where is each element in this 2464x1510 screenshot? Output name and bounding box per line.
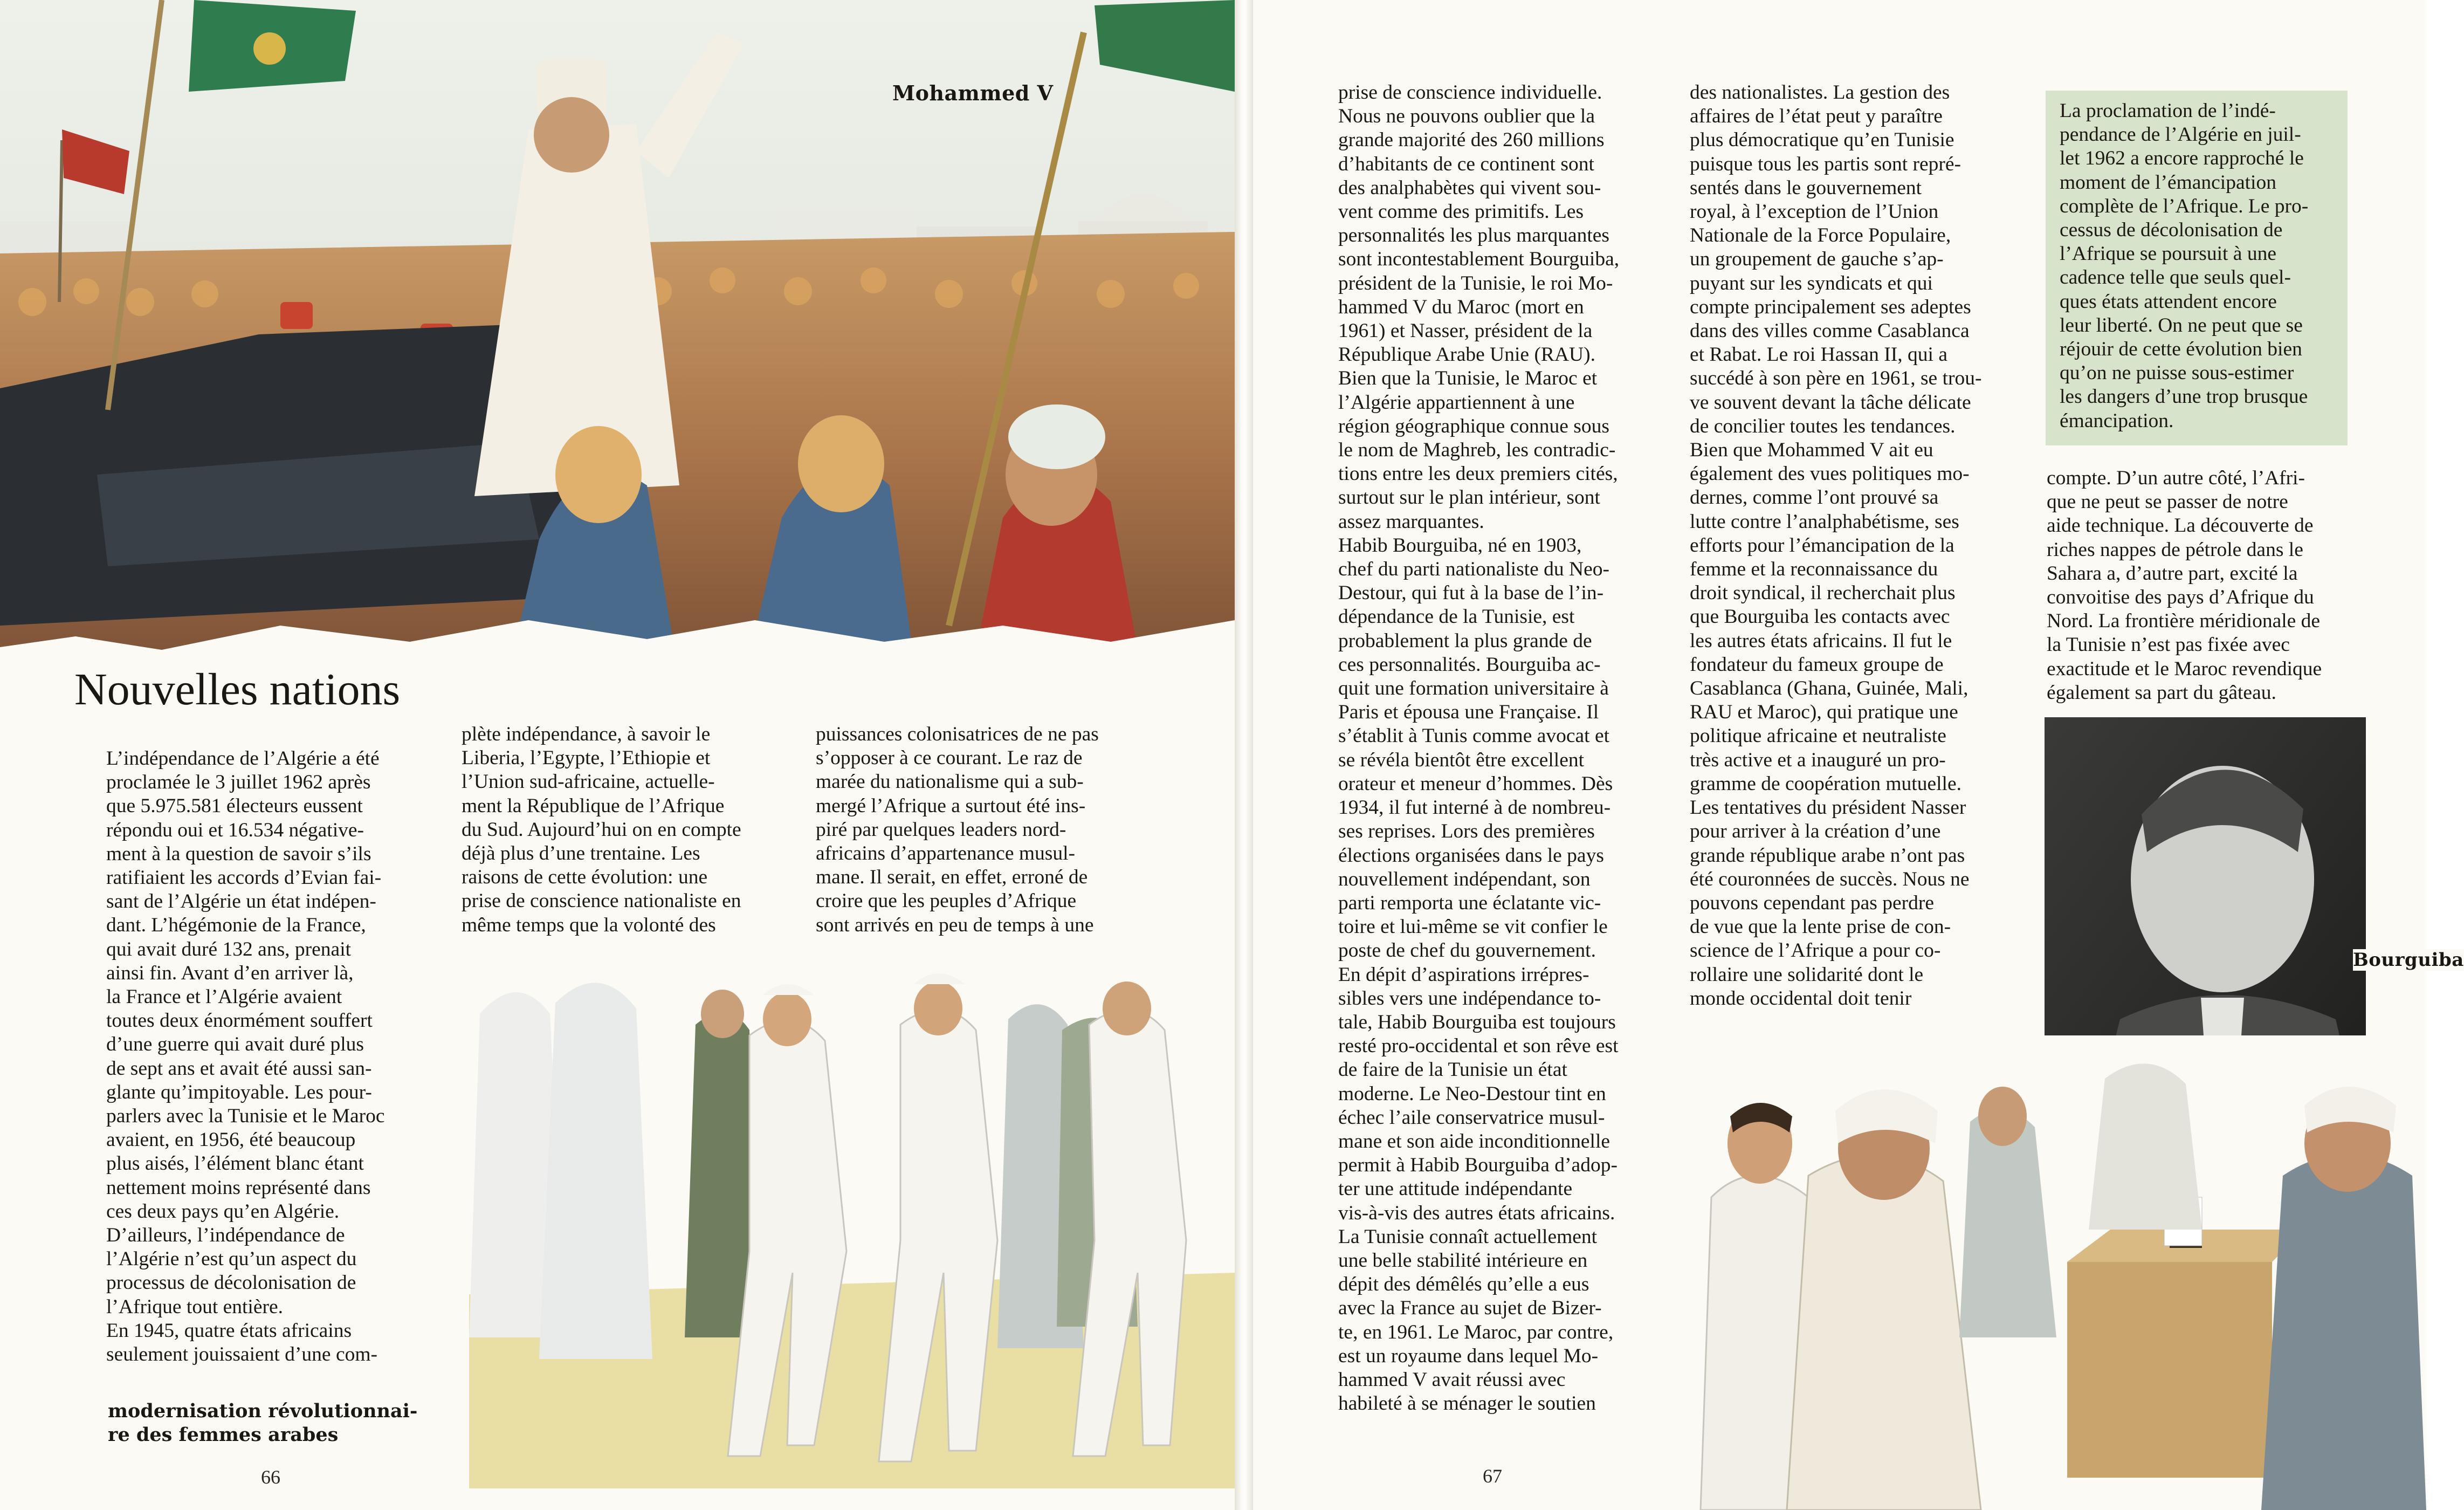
left-column-3: puissances colonisatrices de ne pas s’opposer à ce courant. Le raz de marée du nationalisme qui a sub- mergé l’Afrique a surtout été ins- piré par quelques leaders nord- africains d’appartenance musul- mane. Il serait, en effet, erroné de croire que les peuples d’Afrique sont arrivés en peu de temps à une (816, 723, 1099, 936)
left-column-2: plète indépendance, à savoir le Liberia, l’Egypte, l’Ethiopie et l’Union sud-africaine, actuelle- ment la République de l’Afrique du Sud. Aujourd’hui on en compte déjà plus d’une trentaine. Les raisons de cette évolution: une prise de conscience nationaliste en même temps que la volonté des (462, 723, 741, 936)
left-column-1: L’indépendance de l’Algérie a été proclamée le 3 juillet 1962 après que 5.975.581 électeurs eussent répondu oui et 16.534 négative- ment à la question de savoir s’ils ratifiaient les accords d’Evian fai- sant de l’Algérie un état indépen- dant. L’hégémonie de la France, qui avait duré 132 ans, prenait ainsi fin. Avant d’en arriver là, la France et l’Algérie avaient toutes deux énormément souffert d’une guerre qui avait duré plus de sept ans et avait été aussi san- glante qu’impitoyable. Les pour- parlers avec la Tunisie et le Maroc avaient, en 1956, été beaucoup plus aisés, l’élément blanc étant nettement moins représenté dans ces deux pays qu’en Algérie. D’ailleurs, l’indépendance de l’Algérie n’est qu’un aspect du processus de décolonisation de l’Afrique tout entière. En 1945, quatre états africains seulement jouissaient d’une com- (106, 747, 385, 1366)
article-title: Nouvelles nations (74, 664, 401, 715)
caption-women-modernisation: modernisation révolutionnai- re des femmes arabes (108, 1400, 418, 1446)
page-number-right: 67 (1483, 1465, 1502, 1487)
right-page (1253, 0, 2464, 1510)
right-column-1: prise de conscience individuelle. Nous ne pouvons oublier que la grande majorité des 260 millions d’habitants de ce continent sont des analphabètes qui vivent sou- vent comme des primitifs. Les personnalités les plus marquantes sont incontestablement Bourguiba, président de la Tunisie, le roi Mo- hammed V du Maroc (mort en 1961) et Nasser, président de la République Arabe Unie (RAU). Bien que la Tunisie, le Maroc et l’Algérie appartiennent à une région géographique connue sous le nom de Maghreb, les contradic- tions entre les deux premiers cités, surtout sur le plan intérieur, sont assez marquantes. Habib Bourguiba, né en 1903, chef du parti nationaliste du Neo- Destour, qui fut à la base de l’in- dépendance de la Tunisie, est probablement la plus grande de ces personnalités. Bourguiba ac- quit une formation universitaire à Paris et épousa une Française. Il s’établit à Tunis comme avocat et se révéla bientôt être excellent orateur et meneur d’hommes. Dès 1934, il fut interné à de nombreu- ses reprises. Lors des premières élections organisées dans le pays nouvellement indépendant, son parti remporta une éclatante vic- toire et lui-même se vit confier le poste de chef du gouvernement. En dépit d’aspirations irrépres- sibles vers une indépendance to- tale, Habib Bourguiba est toujours resté pro-occidental et son rêve est de faire de la Tunisie un état moderne. Le Neo-Destour tint en échec l’aile conservatrice musul- mane et son aide inconditionnelle permit à Habib Bourguiba d’adop- ter une attitude indépendante vis-à-vis des autres états africains. La Tunisie connaît actuellement une belle stabilité intérieure en dépit des démêlés qu’elle a eus avec la France au sujet de Bizer- te, en 1961. Le Maroc, par contre, est un royaume dans lequel Mo- hammed V avait réussi avec habileté à se ménager le soutien (1338, 81, 1620, 1415)
caption-mohammed-v: Mohammed V (892, 81, 1054, 105)
illustration-arab-women-marching (469, 949, 1235, 1488)
page-gutter (1235, 0, 1253, 1510)
right-column-3: compte. D’un autre côté, l’Afri- que ne peut se passer de notre aide technique. La découverte de riches nappes de pétrole dans le Sahara a, d’autre part, excité la convoitise des pays d’Afrique du Nord. La frontière méridionale de la Tunisie n’est pas fixée avec exactitude et le Maroc revendique également sa part du gâteau. (2047, 467, 2322, 704)
page-number-left: 66 (261, 1466, 280, 1488)
sidebar-box (2046, 91, 2348, 445)
caption-bourguiba: Bourguiba (2353, 949, 2464, 971)
right-column-2: des nationalistes. La gestion des affaires de l’état peut y paraître plus démocratique qu’en Tunisie puisque tous les partis sont repré- sentés dans le gouvernement royal, à l’exception de l’Union Nationale de la Force Populaire, un groupement de gauche s’ap- puyant sur les syndicats et qui compte principalement ses adeptes dans des villes comme Casablanca et Rabat. Le roi Hassan II, qui a succédé à son père en 1961, se trou- ve souvent devant la tâche délicate de concilier toutes les tendances. Bien que Mohammed V ait eu également des vues politiques mo- dernes, comme l’ont prouvé sa lutte contre l’analphabétisme, ses efforts pour l’émancipation de la femme et la reconnaissance du droit syndical, il recherchait plus que Bourguiba les contacts avec les autres états africains. Il fut le fondateur du fameux groupe de Casablanca (Ghana, Guinée, Mali, RAU et Maroc), qui pratique une politique africaine et neutraliste très active et a inauguré un pro- gramme de coopération mutuelle. Les tentatives du président Nasser pour arriver à la création d’une grande république arabe n’ont pas été couronnées de succès. Nous ne pouvons cependant pas perdre de vue que la lente prise de con- science de l’Afrique a pour co- rollaire une solidarité dont le monde occidental doit tenir (1690, 81, 1982, 1010)
illustration-voting-scene (1701, 1035, 2426, 1510)
sidebar-text: La proclamation de l’indé- pendance de l’Algérie en juil- let 1962 a encore rapproché le moment de l’émancipation complète de l’Afrique. Le pro- cessus de décolonisation de l’Afrique se poursuit à une cadence telle que seuls quel- ques états attendent encore leur liberté. On ne peut que se réjouir de cette évolution bien qu’on ne puisse sous-estimer les dangers d’une trop brusque émancipation. (2060, 100, 2309, 432)
